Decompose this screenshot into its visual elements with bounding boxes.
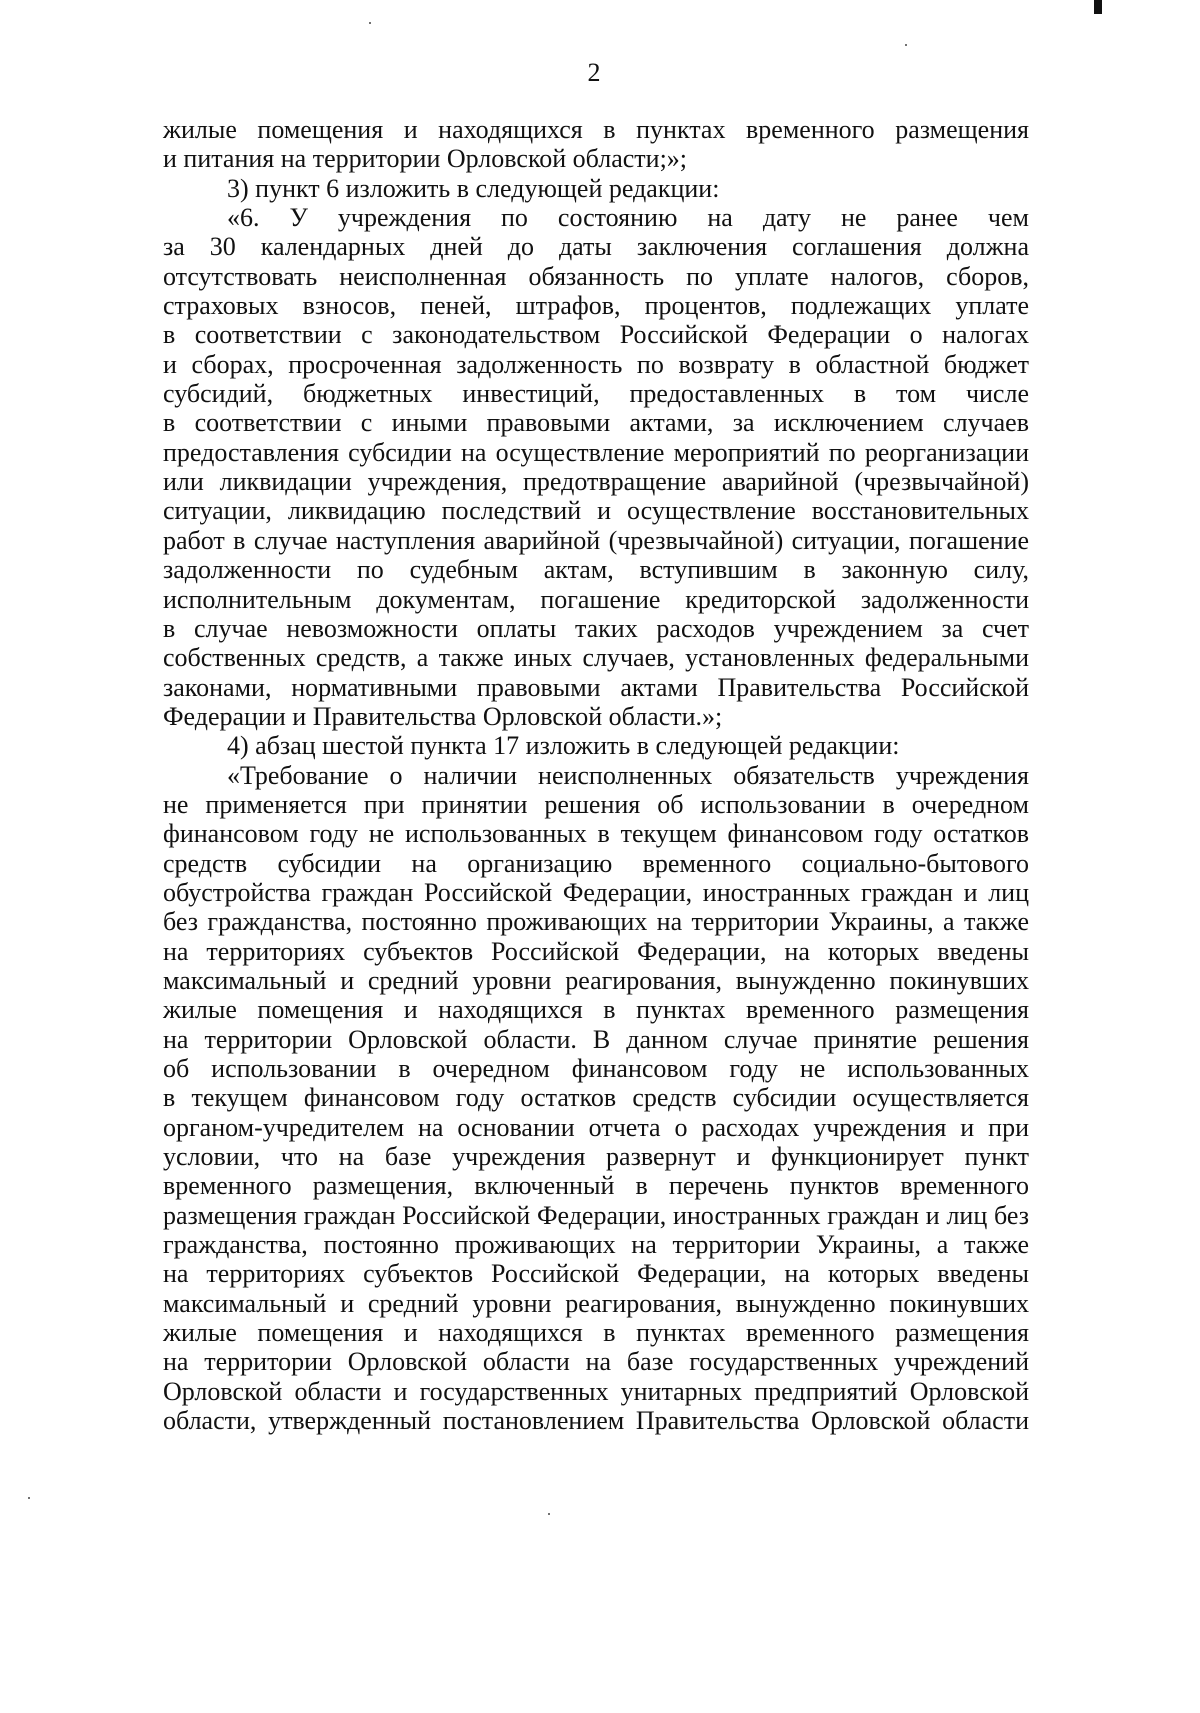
text-line: гражданства, постоянно проживающих на территории Украины, а также — [163, 1230, 1029, 1260]
text-line: и сборах, просроченная задолженность по возврату в областной бюджет — [163, 349, 1029, 379]
text-line: органом-учредителем на основании отчета о расходах учреждения и при — [163, 1112, 1029, 1142]
text-line: предоставления субсидии на осуществление мероприятий по реорганизации — [163, 437, 1029, 467]
text-line: жилые помещения и находящихся в пунктах временного размещения — [163, 115, 1029, 144]
document-body — [163, 115, 1029, 1435]
paragraph — [163, 203, 1029, 731]
scan-edge-mark — [1094, 0, 1102, 14]
text-line: средств субсидии на организацию временного социально-бытового — [163, 848, 1029, 878]
text-line: законами, нормативными правовыми актами Правительства Российской — [163, 672, 1029, 702]
text-line: Федерации и Правительства Орловской области.»; — [163, 701, 723, 731]
text-line: на территориях субъектов Российской Федерации, на которых введены — [163, 936, 1029, 966]
text-line: не применяется при принятии решения об использовании в очередном — [163, 789, 1029, 819]
text-line: в текущем финансовом году остатков средств субсидии осуществляется — [163, 1083, 1029, 1113]
text-line: об использовании в очередном финансовом году не использованных — [163, 1054, 1029, 1083]
text-line: временного размещения, включенный в перечень пунктов временного — [163, 1171, 1029, 1201]
text-line: максимальный и средний уровни реагирования, вынужденно покинувших — [163, 965, 1029, 995]
text-line: жилые помещения и находящихся в пунктах временного размещения — [163, 995, 1029, 1025]
text-line: на территории Орловской области. В данном случае принятие решения — [163, 1024, 1029, 1054]
paragraph — [163, 761, 1029, 1436]
text-line: размещения граждан Российской Федерации, иностранных граждан и лиц без — [163, 1200, 1029, 1230]
text-line: «6. У учреждения по состоянию на дату не ранее чем — [227, 203, 1029, 233]
text-line: в случае невозможности оплаты таких расходов учреждением за счет — [163, 613, 1029, 643]
text-line: 4) абзац шестой пункта 17 изложить в следующей редакции: — [227, 731, 900, 761]
paragraph — [163, 174, 1029, 203]
text-line: на территориях субъектов Российской Федерации, на которых введены — [163, 1259, 1029, 1289]
text-line: собственных средств, а также иных случаев, установленных федеральными — [163, 643, 1029, 673]
text-line: отсутствовать неисполненная обязанность по уплате налогов, сборов, — [163, 261, 1029, 291]
text-line: за 30 календарных дней до даты заключения соглашения должна — [163, 232, 1029, 262]
scan-speck — [548, 1513, 550, 1515]
text-line: без гражданства, постоянно проживающих на территории Украины, а также — [163, 907, 1029, 937]
scan-speck — [28, 1497, 30, 1499]
text-line: задолженности по судебным актам, вступившим в законную силу, — [163, 555, 1029, 585]
scan-speck — [905, 44, 907, 46]
text-line: и питания на территории Орловской области;»; — [163, 144, 688, 174]
text-line: финансовом году не использованных в текущем финансовом году остатков — [163, 819, 1029, 849]
text-line: жилые помещения и находящихся в пунктах временного размещения — [163, 1318, 1029, 1348]
text-line: области, утвержденный постановлением Правительства Орловской области — [163, 1406, 1029, 1436]
page-number: 2 — [587, 58, 601, 87]
text-line: в соответствии с законодательством Российской Федерации о налогах — [163, 320, 1029, 350]
text-line: страховых взносов, пеней, штрафов, процентов, подлежащих уплате — [163, 291, 1029, 321]
text-line: на территории Орловской области на базе государственных учреждений — [163, 1347, 1029, 1377]
paragraph — [163, 731, 1029, 760]
text-line: исполнительным документам, погашение кредиторской задолженности — [163, 584, 1029, 614]
text-line: Орловской области и государственных унитарных предприятий Орловской — [163, 1376, 1029, 1406]
paragraph — [163, 115, 1029, 174]
text-line: 3) пункт 6 изложить в следующей редакции: — [227, 173, 720, 203]
text-line: в соответствии с иными правовыми актами, за исключением случаев — [163, 408, 1029, 438]
text-line: ситуации, ликвидацию последствий и осуществление восстановительных — [163, 496, 1029, 526]
text-line: субсидий, бюджетных инвестиций, предоставленных в том числе — [163, 379, 1029, 409]
text-line: максимальный и средний уровни реагирования, вынужденно покинувших — [163, 1288, 1029, 1318]
scan-speck — [369, 22, 371, 24]
text-line: работ в случае наступления аварийной (чрезвычайной) ситуации, погашение — [163, 525, 1029, 555]
text-line: условии, что на базе учреждения развернут и функционирует пункт — [163, 1142, 1029, 1172]
text-line: или ликвидации учреждения, предотвращение аварийной (чрезвычайной) — [163, 467, 1029, 497]
text-line: обустройства граждан Российской Федерации, иностранных граждан и лиц — [163, 877, 1029, 907]
text-line: «Требование о наличии неисполненных обязательств учреждения — [227, 760, 1029, 790]
